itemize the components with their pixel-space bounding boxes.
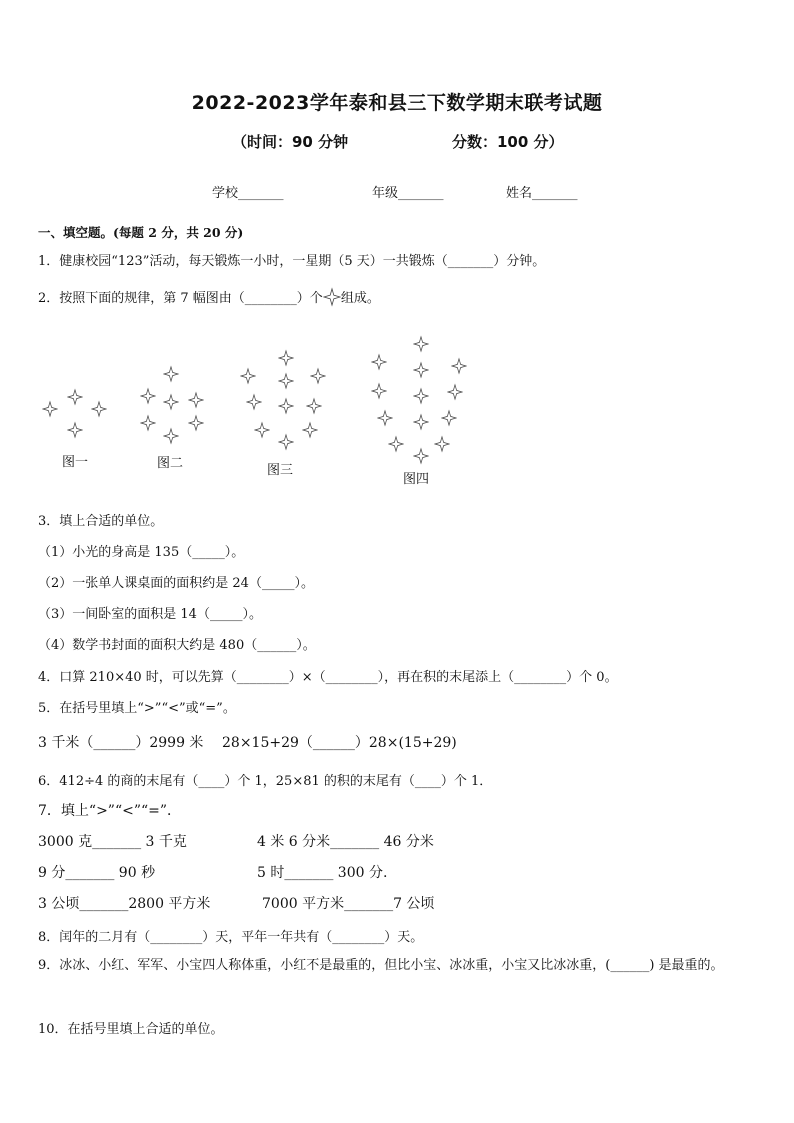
question-9: 9．冰冰、小红、军军、小宝四人称体重，小红不是最重的，但比小宝、冰冰重，小宝又比冰冰重，(______) 是最重的。	[38, 958, 724, 973]
question-7-row1-b: 4 米 6 分米_______ 46 分米	[257, 834, 434, 850]
star-icon	[255, 423, 269, 437]
question-10: 10．在括号里填上合适的单位。	[38, 1022, 224, 1037]
star-icon	[141, 416, 155, 430]
question-3-1: （1）小光的身高是 135（_____）。	[38, 545, 245, 560]
question-3-2: （2）一张单人课桌面的面积约是 24（_____）。	[38, 576, 314, 591]
star-icon	[452, 359, 466, 373]
star-icon	[378, 411, 392, 425]
star-icon	[442, 411, 456, 425]
star-icon	[372, 355, 386, 369]
exam-time: （时间：90 分钟	[232, 133, 349, 151]
figure-3-stars	[241, 351, 325, 449]
section-heading: 一、填空题。(每题 2 分，共 20 分)	[38, 225, 244, 240]
star-icon	[247, 395, 261, 409]
star-icon	[414, 337, 428, 351]
star-icon	[389, 437, 403, 451]
question-2-text: 2．按照下面的规律，第 7 幅图由（________）个	[38, 291, 323, 306]
question-7-row1-a: 3000 克_______ 3 千克	[38, 834, 187, 850]
question-2-text-end: 组成。	[340, 291, 380, 306]
question-7-row2-b: 5 时_______ 300 分.	[257, 865, 388, 881]
figure-3-caption: 图三	[267, 463, 294, 478]
school-field[interactable]: 学校_______	[212, 186, 284, 201]
star-pattern-figures	[36, 326, 486, 486]
star-icon	[279, 374, 293, 388]
figure-4-caption: 图四	[403, 472, 430, 487]
star-icon	[189, 393, 203, 407]
star-icon	[311, 369, 325, 383]
question-5: 5．在括号里填上“>”“<”或“=”。	[38, 701, 236, 716]
star-icon	[323, 286, 341, 308]
page-title: 2022-2023学年泰和县三下数学期末联考试题	[191, 92, 603, 114]
question-3: 3．填上合适的单位。	[38, 514, 164, 529]
star-icon	[141, 389, 155, 403]
star-icon	[189, 416, 203, 430]
question-2	[38, 286, 380, 308]
question-5-a: 3 千米（______）2999 米	[38, 735, 204, 751]
star-icon	[164, 367, 178, 381]
star-icon	[279, 399, 293, 413]
star-icon	[279, 351, 293, 365]
question-5-b: 28×15+29（______）28×(15+29)	[222, 735, 457, 751]
star-icon	[164, 395, 178, 409]
star-icon	[307, 399, 321, 413]
grade-field[interactable]: 年级_______	[372, 186, 444, 201]
star-icon	[68, 390, 82, 404]
question-7-row3-a: 3 公顷_______2800 平方米	[38, 896, 211, 912]
figure-1-stars	[43, 390, 106, 437]
figure-4-stars	[372, 337, 466, 463]
name-field[interactable]: 姓名_______	[506, 186, 578, 201]
star-icon	[414, 415, 428, 429]
star-icon	[92, 402, 106, 416]
star-icon	[448, 385, 462, 399]
star-icon	[414, 389, 428, 403]
question-6: 6．412÷4 的商的末尾有（____）个 1，25×81 的积的末尾有（____）个 1．	[38, 774, 493, 789]
question-7: 7．填上“>”“<”“=”．	[38, 803, 182, 819]
question-8: 8．闰年的二月有（________）天，平年一年共有（________）天。	[38, 930, 424, 945]
question-7-row2-a: 9 分_______ 90 秒	[38, 865, 156, 881]
star-icon	[241, 369, 255, 383]
figure-2-caption: 图二	[157, 456, 184, 471]
question-3-3: （3）一间卧室的面积是 14（_____）。	[38, 607, 262, 622]
question-3-4: （4）数学书封面的面积大约是 480（______）。	[38, 638, 316, 653]
star-icon	[414, 449, 428, 463]
figure-2-stars	[141, 367, 203, 443]
star-icon	[414, 363, 428, 377]
star-icon	[43, 402, 57, 416]
star-icon	[164, 429, 178, 443]
star-icon	[435, 437, 449, 451]
question-7-row3-b: 7000 平方米_______7 公顷	[262, 896, 435, 912]
question-4: 4．口算 210×40 时，可以先算（________）×（________），再在积的末尾添上（________）个 0。	[38, 670, 618, 685]
star-icon	[68, 423, 82, 437]
star-icon	[372, 384, 386, 398]
question-1: 1．健康校园“123”活动，每天锻炼一小时，一星期（5 天）一共锻炼（_______）分钟。	[38, 254, 546, 269]
star-icon	[279, 435, 293, 449]
figure-1-caption: 图一	[62, 455, 89, 470]
star-icon	[303, 423, 317, 437]
exam-score: 分数：100 分）	[452, 133, 564, 151]
